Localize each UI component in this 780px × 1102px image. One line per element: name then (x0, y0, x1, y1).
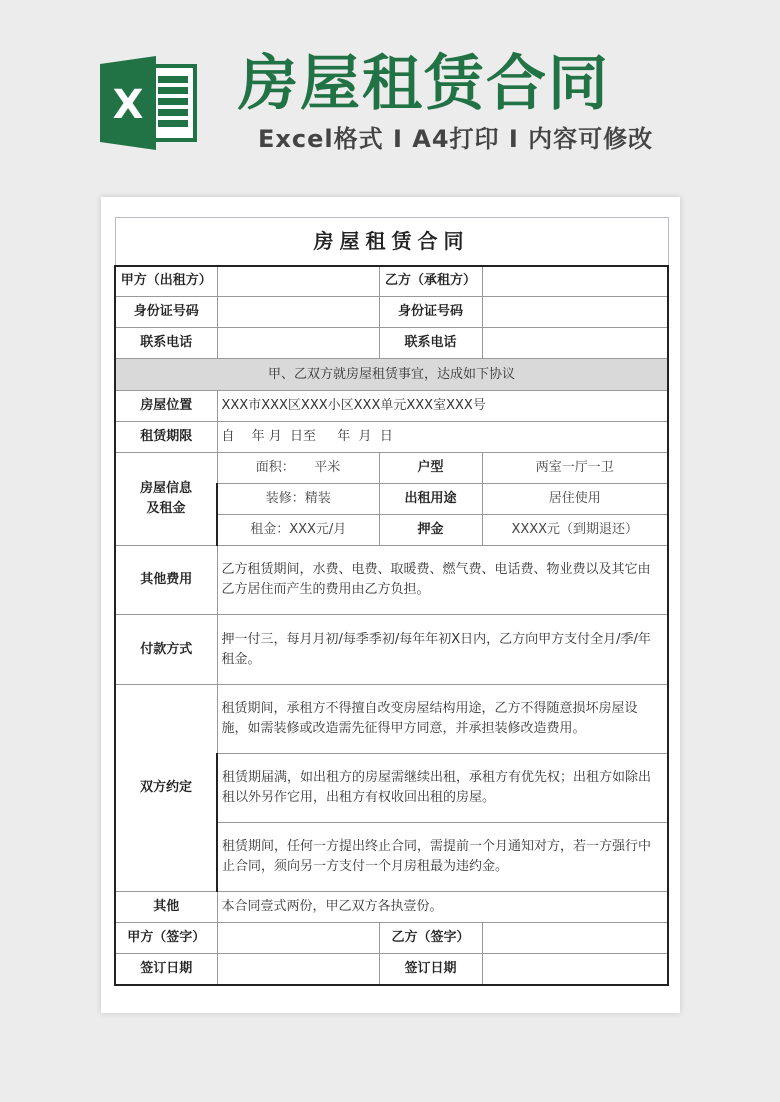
sign-b-label: 乙方（签字） (379, 923, 482, 954)
svg-text:X: X (112, 82, 144, 128)
contract-title: 房屋租赁合同 (115, 218, 668, 266)
date-a-label: 签订日期 (115, 954, 217, 985)
contract-table (114, 217, 669, 986)
banner-title: 房屋租赁合同 (238, 49, 610, 119)
layout-value[interactable]: 两室一厅一卫 (482, 453, 668, 484)
date-b-field[interactable] (482, 954, 668, 985)
excel-logo-icon (100, 56, 198, 150)
date-b-label: 签订日期 (379, 954, 482, 985)
phone-a-field[interactable] (217, 328, 379, 359)
decor-value[interactable]: 装修：精装 (217, 484, 379, 515)
date-a-field[interactable] (217, 954, 379, 985)
party-a-field[interactable] (217, 266, 379, 297)
phone-b-label: 联系电话 (379, 328, 482, 359)
terms-label: 双方约定 (115, 685, 217, 892)
location-value[interactable]: XXX市XXX区XXX小区XXX单元XXX室XXX号 (217, 391, 668, 422)
fees-label: 其他费用 (115, 546, 217, 615)
sign-b-field[interactable] (482, 923, 668, 954)
id-b-label: 身份证号码 (379, 297, 482, 328)
contract-page (101, 197, 680, 1013)
area-value[interactable]: 面积： 平米 (217, 453, 379, 484)
rent-value[interactable]: 租金：XXX元/月 (217, 515, 379, 546)
phone-b-field[interactable] (482, 328, 668, 359)
sign-a-field[interactable] (217, 923, 379, 954)
pay-label: 付款方式 (115, 615, 217, 685)
term-label: 租赁期限 (115, 422, 217, 453)
other-label: 其他 (115, 892, 217, 923)
other-value[interactable]: 本合同壹式两份，甲乙双方各执壹份。 (217, 892, 668, 923)
use-value[interactable]: 居住使用 (482, 484, 668, 515)
agreement-header: 甲、乙双方就房屋租赁事宜，达成如下协议 (115, 359, 668, 391)
party-a-label: 甲方（出租方） (115, 266, 217, 297)
id-a-field[interactable] (217, 297, 379, 328)
id-a-label: 身份证号码 (115, 297, 217, 328)
banner-subtitle: Excel格式 I A4打印 I 内容可修改 (258, 125, 654, 153)
layout-label: 户型 (379, 453, 482, 484)
info-label: 房屋信息及租金 (115, 453, 217, 546)
phone-a-label: 联系电话 (115, 328, 217, 359)
id-b-field[interactable] (482, 297, 668, 328)
term-value[interactable]: 自 年 月 日至 年 月 日 (217, 422, 668, 453)
sign-a-label: 甲方（签字） (115, 923, 217, 954)
term-clause[interactable]: 租赁期间，任何一方提出终止合同，需提前一个月通知对方，若一方强行中止合同，须向另一方支付一个月房租最为违约金。 (217, 823, 668, 892)
term-clause[interactable]: 租赁期间，承租方不得擅自改变房屋结构用途，乙方不得随意损坏房屋设施，如需装修或改造需先征得甲方同意，并承担装修改造费用。 (217, 685, 668, 754)
fees-value[interactable]: 乙方租赁期间，水费、电费、取暖费、燃气费、电话费、物业费以及其它由乙方居住而产生的费用由乙方负担。 (217, 546, 668, 615)
party-b-field[interactable] (482, 266, 668, 297)
use-label: 出租用途 (379, 484, 482, 515)
term-clause[interactable]: 租赁期届满，如出租方的房屋需继续出租，承租方有优先权；出租方如除出租以外另作它用，出租方有权收回出租的房屋。 (217, 754, 668, 823)
deposit-value[interactable]: XXXX元（到期退还） (482, 515, 668, 546)
party-b-label: 乙方（承租方） (379, 266, 482, 297)
pay-value[interactable]: 押一付三，每月月初/每季季初/每年年初X日内，乙方向甲方支付全月/季/年租金。 (217, 615, 668, 685)
location-label: 房屋位置 (115, 391, 217, 422)
deposit-label: 押金 (379, 515, 482, 546)
